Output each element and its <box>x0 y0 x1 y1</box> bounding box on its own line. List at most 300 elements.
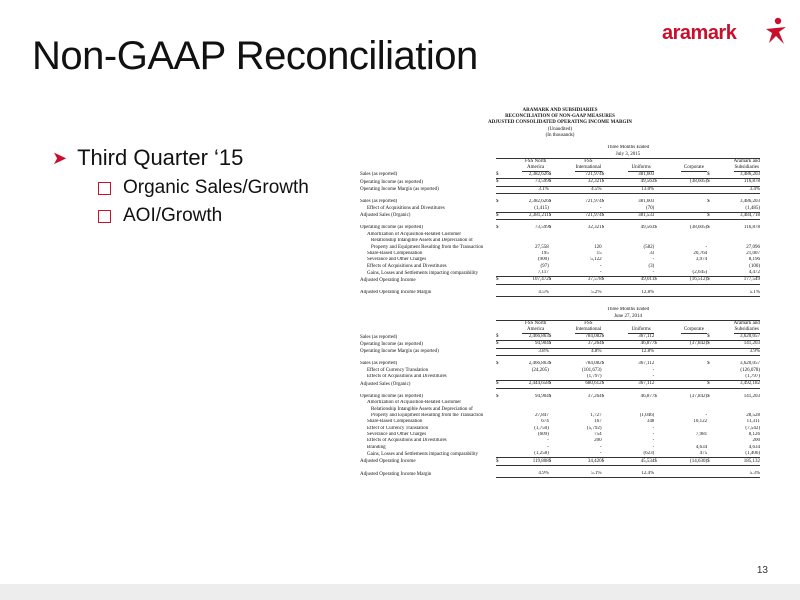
value-cell: 5.1% <box>575 471 601 478</box>
value-cell: 5.3% <box>734 471 760 478</box>
value-cell: - <box>575 270 601 277</box>
value-cell <box>681 171 707 178</box>
main-bullet <box>52 145 309 171</box>
table-row <box>360 471 760 478</box>
value-cell: (1,797) <box>734 374 760 381</box>
currency-cell <box>707 471 733 478</box>
currency-cell <box>654 186 680 193</box>
currency-cell <box>707 374 733 381</box>
value-cell: 4,634 <box>748 444 760 450</box>
sub-bullet <box>98 177 309 199</box>
currency-cell: $ <box>707 171 733 178</box>
value-cell: 367,112 <box>628 381 654 388</box>
value-cell: 120 <box>594 244 602 250</box>
row-label: Effects of Acquisitions and Divestitures <box>367 263 447 269</box>
column-header: Aramark and Subsidiaries <box>733 320 760 332</box>
currency-cell <box>707 348 733 355</box>
value-cell: 32,321 <box>587 225 602 231</box>
currency-cell <box>549 451 575 458</box>
row-label: Adjusted Operating Income <box>360 277 416 283</box>
currency-cell: $ <box>602 381 628 388</box>
value-cell: 49,011 <box>628 277 654 284</box>
currency-cell <box>654 270 680 277</box>
currency-cell: $ <box>602 277 628 284</box>
sub-bullet-text: AOI/Growth <box>123 205 223 226</box>
value-cell: 8,196 <box>748 257 760 263</box>
row-label: Sales (as reported) <box>360 334 398 340</box>
currency-cell <box>496 451 522 458</box>
currency-cell: $ <box>707 225 710 231</box>
value-cell: 21,007 <box>746 250 760 256</box>
row-label: Branding <box>367 444 386 450</box>
value-cell: - <box>628 270 654 277</box>
value-cell <box>522 374 548 381</box>
bullet-list <box>52 145 309 227</box>
value-cell: 141,203 <box>743 393 760 399</box>
currency-cell: $ <box>654 341 680 348</box>
currency-cell <box>602 374 628 381</box>
value-cell: 34,420 <box>575 458 601 465</box>
value-cell: 13.0% <box>628 186 654 193</box>
currency-cell <box>654 471 680 478</box>
value-cell: 37,264 <box>587 393 602 399</box>
currency-cell: $ <box>496 171 522 178</box>
value-cell: 37,578 <box>575 277 601 284</box>
row-label: Adjusted Sales (Organic) <box>360 381 411 387</box>
slide-title: Non-GAAP Reconciliation <box>32 34 478 78</box>
row-label: Operating Income Margin (as reported) <box>360 349 439 355</box>
currency-cell: $ <box>602 333 628 340</box>
value-cell: 185,132 <box>734 458 760 465</box>
square-bullet-icon <box>98 210 111 223</box>
period-label: June 27, 2014 <box>496 313 760 320</box>
row-label: Operating Income (as reported) <box>360 393 423 399</box>
value-cell: 4,472 <box>734 270 760 277</box>
arrow-bullet-icon: ➤ <box>52 147 68 168</box>
value-cell: 177,549 <box>734 277 760 284</box>
column-header: FSS North America <box>522 158 548 171</box>
value-cell: 7,981 <box>695 432 708 438</box>
value-cell: 2,466,863 <box>522 333 548 340</box>
currency-cell: $ <box>496 225 499 231</box>
value-cell: - <box>599 444 602 450</box>
currency-cell: $ <box>601 199 605 205</box>
value-cell: (1,258) <box>522 451 548 458</box>
currency-cell: $ <box>654 277 680 284</box>
currency-cell <box>496 186 522 193</box>
value-cell: (24,205) <box>531 367 549 373</box>
recon-header-line: RECONCILIATION OF NON-GAAP MEASURES <box>505 114 615 120</box>
value-cell: - <box>705 412 708 418</box>
value-cell: 4.5% <box>575 186 601 193</box>
currency-cell <box>602 471 628 478</box>
value-cell <box>681 212 707 219</box>
row-label: Adjusted Operating Income Margin <box>360 471 432 477</box>
column-header: Corporate <box>681 320 707 333</box>
value-cell: 680,612 <box>575 381 601 388</box>
value-cell: 27,558 <box>535 244 549 250</box>
value-cell: - <box>652 425 655 431</box>
main-bullet-text: Third Quarter ‘15 <box>77 145 244 170</box>
value-cell: - <box>705 244 708 250</box>
currency-cell <box>602 451 628 458</box>
value-cell: (37,842) <box>681 341 707 348</box>
value-cell: 1,727 <box>590 412 602 418</box>
row-label: Property and Equipment Resulting from the Transaction <box>371 244 484 250</box>
value-cell: 200 <box>752 438 760 444</box>
currency-cell <box>496 471 522 478</box>
value-cell: 2,466,863 <box>528 361 549 367</box>
table-row <box>360 205 760 212</box>
value-cell: 784,082 <box>585 361 602 367</box>
table-row <box>360 451 760 458</box>
currency-cell <box>707 186 733 193</box>
value-cell: 167 <box>594 419 602 425</box>
sub-bullet-text: Organic Sales/Growth <box>123 177 309 198</box>
value-cell <box>681 333 707 340</box>
currency-cell <box>549 205 575 212</box>
table-row <box>360 171 760 178</box>
value-cell: - <box>652 257 655 263</box>
currency-cell: $ <box>496 199 499 205</box>
value-cell: 28,528 <box>746 412 760 418</box>
row-label: Severance and Other Charges <box>367 432 427 438</box>
value-cell: 367,112 <box>628 333 654 340</box>
value-cell <box>681 471 707 478</box>
value-cell: 721,974 <box>585 199 602 205</box>
currency-cell <box>496 374 522 381</box>
currency-cell <box>496 348 522 355</box>
value-cell: 5.2% <box>575 290 601 297</box>
footer-band <box>0 584 800 600</box>
value-cell: (16,512) <box>681 277 707 284</box>
column-header-row <box>360 158 760 171</box>
currency-cell: $ <box>549 179 575 186</box>
currency-cell: $ <box>707 381 733 388</box>
logo-star-icon <box>762 16 790 46</box>
currency-cell: $ <box>496 341 522 348</box>
row-label: Relationship Intangible Assets and Depreciation of <box>371 406 473 412</box>
value-cell: 32,321 <box>575 179 601 186</box>
recon-grid <box>360 145 760 297</box>
value-cell: (1,797) <box>575 374 601 381</box>
recon-header-line: ADJUSTED CONSOLIDATED OPERATING INCOME MARGIN <box>488 120 632 126</box>
value-cell: 784,082 <box>575 333 601 340</box>
value-cell: (97) <box>540 263 549 269</box>
value-cell: 3.8% <box>522 348 548 355</box>
value-cell: 20,764 <box>693 250 708 256</box>
value-cell: (126,078) <box>740 367 760 373</box>
value-cell: 2,382,626 <box>528 199 549 205</box>
currency-cell <box>707 270 733 277</box>
period-label: July 3, 2015 <box>496 151 760 158</box>
currency-cell: $ <box>707 333 733 340</box>
value-cell: 348 <box>646 419 655 425</box>
row-label: Operating Income (as reported) <box>360 341 423 347</box>
currency-cell: $ <box>549 381 575 388</box>
value-cell: 116,878 <box>743 225 760 231</box>
currency-cell: $ <box>602 212 628 219</box>
recon-subheader-line: (In thousands) <box>545 132 575 138</box>
value-cell: 4.9% <box>522 471 548 478</box>
value-cell: 45,534 <box>628 458 654 465</box>
currency-cell: $ <box>496 458 522 465</box>
value-cell: (1,406) <box>734 451 760 458</box>
currency-cell <box>549 374 575 381</box>
table-row <box>360 374 760 381</box>
currency-cell <box>602 186 628 193</box>
reconciliation-table <box>360 108 760 478</box>
row-label: Amortization of Acquisition-Related Customer <box>367 231 462 237</box>
currency-cell: $ <box>707 212 733 219</box>
currency-cell: $ <box>496 333 522 340</box>
currency-cell: $ <box>707 361 710 367</box>
table-row <box>360 458 760 465</box>
value-cell: 3,486,203 <box>734 171 760 178</box>
value-cell: 15 <box>596 250 602 256</box>
currency-cell <box>654 290 680 297</box>
currency-cell: $ <box>707 458 733 465</box>
value-cell: 3,620,057 <box>740 361 760 367</box>
value-cell <box>681 348 707 355</box>
value-cell: (1,750) <box>534 425 549 431</box>
value-cell: 12.4% <box>628 471 654 478</box>
table-row <box>360 179 760 186</box>
row-label: Sales (as reported) <box>360 199 398 205</box>
value-cell: (609) <box>537 432 549 438</box>
currency-cell <box>654 348 680 355</box>
currency-cell: $ <box>548 199 552 205</box>
logo-text: aramark <box>662 22 737 44</box>
currency-cell: $ <box>496 393 499 399</box>
table-row <box>360 270 760 277</box>
row-label: Adjusted Operating Income <box>360 459 416 465</box>
currency-cell: $ <box>549 341 575 348</box>
row-label: Gains, Losses and Settlements impacting comparability <box>367 451 479 457</box>
table-row <box>360 333 760 340</box>
value-cell: (38,605) <box>690 225 708 231</box>
currency-cell <box>496 205 522 212</box>
value-cell: 107,472 <box>522 277 548 284</box>
currency-cell <box>549 270 575 277</box>
row-label: Adjusted Operating Income Margin <box>360 290 432 296</box>
currency-cell: $ <box>601 361 605 367</box>
currency-cell <box>707 290 733 297</box>
row-label: Operating Income Margin (as reported) <box>360 187 439 193</box>
value-cell: 11,311 <box>746 419 760 425</box>
value-cell: 475 <box>681 451 707 458</box>
value-cell <box>681 290 707 297</box>
row-label: Relationship Intangible Assets and Depreciation of <box>371 238 473 244</box>
currency-cell <box>496 270 522 277</box>
currency-cell <box>654 381 680 388</box>
currency-cell <box>654 171 680 178</box>
row-label: Operating Income (as reported) <box>360 225 423 231</box>
row-label: Severance and Other Charges <box>367 257 427 263</box>
table-row <box>360 212 760 219</box>
value-cell: - <box>652 432 655 438</box>
row-label: Gains, Losses and Settlements impacting comparability <box>367 270 479 276</box>
row-label: Effect of Currency Translation <box>367 425 429 431</box>
value-cell <box>681 205 707 212</box>
row-label: Property and Equipment Resulting from the Transaction <box>371 412 484 418</box>
value-cell: 381,603 <box>638 199 655 205</box>
currency-cell: $ <box>654 225 657 231</box>
value-cell: 94,904 <box>535 393 549 399</box>
value-cell: - <box>652 444 655 450</box>
currency-cell <box>602 290 628 297</box>
value-cell: 119,808 <box>522 458 548 465</box>
currency-cell: $ <box>496 179 522 186</box>
value-cell: (1,046) <box>639 412 655 418</box>
currency-cell <box>549 471 575 478</box>
value-cell: 33 <box>649 250 655 256</box>
currency-cell <box>707 205 733 212</box>
value-cell: (5,792) <box>586 425 602 431</box>
value-cell: 4.8% <box>575 348 601 355</box>
value-cell: 7,117 <box>522 270 548 277</box>
value-cell: (101,673) <box>581 367 602 373</box>
value-cell: 3,486,203 <box>740 199 760 205</box>
value-cell: - <box>599 263 602 269</box>
currency-cell: $ <box>549 458 575 465</box>
row-label: Amortization of Acquisition-Related Customer <box>367 400 462 406</box>
value-cell: 754 <box>594 432 602 438</box>
currency-cell: $ <box>707 341 733 348</box>
value-cell <box>681 186 707 193</box>
column-header-row <box>360 320 760 333</box>
value-cell: 195 <box>541 250 549 256</box>
value-cell: 721,974 <box>575 212 601 219</box>
table-row <box>360 290 760 297</box>
value-cell: 4.5% <box>522 290 548 297</box>
value-cell: 37,264 <box>575 341 601 348</box>
value-cell: 12.8% <box>628 348 654 355</box>
value-cell: 2,444,658 <box>522 381 548 388</box>
currency-cell: $ <box>549 171 575 178</box>
currency-cell: $ <box>654 458 680 465</box>
value-cell: 3,492,182 <box>734 381 760 388</box>
currency-cell <box>549 290 575 297</box>
value-cell: - <box>575 205 601 212</box>
value-cell: (7,542) <box>745 425 760 431</box>
table-q3-2015 <box>360 145 760 297</box>
value-cell: 49,563 <box>628 179 654 186</box>
value-cell <box>681 374 707 381</box>
row-label: Sales (as reported) <box>360 361 398 367</box>
table-row <box>360 348 760 355</box>
value-cell: - <box>575 451 601 458</box>
column-header: Uniforms <box>628 158 654 171</box>
square-bullet-icon <box>98 182 111 195</box>
sub-bullet <box>98 205 309 227</box>
currency-cell: $ <box>654 393 657 399</box>
value-cell: 27,096 <box>746 244 760 250</box>
period-header-row <box>360 313 760 320</box>
currency-cell <box>654 333 680 340</box>
recon-grid <box>360 307 760 478</box>
value-cell: - <box>628 374 654 381</box>
currency-cell <box>654 374 680 381</box>
value-cell: 46,877 <box>640 393 655 399</box>
value-cell: 3.4% <box>734 186 760 193</box>
currency-cell <box>496 290 522 297</box>
value-cell: 381,533 <box>628 212 654 219</box>
currency-cell: $ <box>496 381 522 388</box>
value-cell: 381,603 <box>628 171 654 178</box>
value-cell: 49,563 <box>640 225 655 231</box>
value-cell: 8,126 <box>748 432 760 438</box>
value-cell: 141,203 <box>734 341 760 348</box>
value-cell: 2,381,211 <box>522 212 548 219</box>
value-cell: 73,599 <box>522 179 548 186</box>
currency-cell <box>654 205 680 212</box>
row-label: Share-Based Compensation <box>367 250 423 256</box>
currency-cell <box>602 270 628 277</box>
currency-cell: $ <box>496 361 499 367</box>
value-cell: 94,904 <box>522 341 548 348</box>
currency-cell: $ <box>548 225 552 231</box>
row-label: Operating Income (as reported) <box>360 179 423 185</box>
value-cell: (3) <box>648 263 655 269</box>
value-cell: 27,847 <box>535 412 549 418</box>
value-cell: - <box>652 367 655 373</box>
value-cell: (582) <box>643 244 655 250</box>
currency-cell: $ <box>601 225 605 231</box>
period-header-row <box>360 151 760 158</box>
currency-cell: $ <box>602 458 628 465</box>
currency-cell: $ <box>707 199 710 205</box>
currency-cell <box>654 212 680 219</box>
currency-cell: $ <box>549 277 575 284</box>
currency-cell <box>549 186 575 193</box>
period-label: Three Months Ended <box>606 307 650 313</box>
currency-cell: $ <box>601 393 605 399</box>
table-row <box>360 381 760 388</box>
currency-cell: $ <box>496 212 522 219</box>
row-label: Sales (as reported) <box>360 172 398 178</box>
value-cell: (900) <box>537 257 549 263</box>
currency-cell: $ <box>548 393 552 399</box>
currency-cell: $ <box>549 333 575 340</box>
currency-cell: $ <box>707 393 710 399</box>
currency-cell: $ <box>496 277 522 284</box>
value-cell: 46,877 <box>628 341 654 348</box>
currency-cell <box>654 451 680 458</box>
column-header: Uniforms <box>628 320 654 333</box>
value-cell: 367,112 <box>638 361 655 367</box>
value-cell: 674 <box>541 419 549 425</box>
currency-cell: $ <box>707 179 733 186</box>
aramark-logo <box>662 16 790 50</box>
value-cell: (623) <box>628 451 654 458</box>
value-cell: - <box>547 438 549 444</box>
currency-cell <box>549 348 575 355</box>
value-cell: 200 <box>594 438 602 444</box>
currency-cell: $ <box>602 341 628 348</box>
value-cell: 3,620,057 <box>734 333 760 340</box>
column-header: FSS International <box>575 320 602 332</box>
value-cell: 721,974 <box>575 171 601 178</box>
currency-cell: $ <box>602 171 628 178</box>
value-cell: - <box>652 438 655 444</box>
recon-header-line: ARAMARK AND SUBSIDIARIES <box>522 108 598 113</box>
value-cell <box>681 381 707 388</box>
value-cell: 12.8% <box>628 290 654 297</box>
value-cell: 10,122 <box>693 419 708 425</box>
currency-cell: $ <box>549 212 575 219</box>
page-number: 13 <box>756 565 768 576</box>
